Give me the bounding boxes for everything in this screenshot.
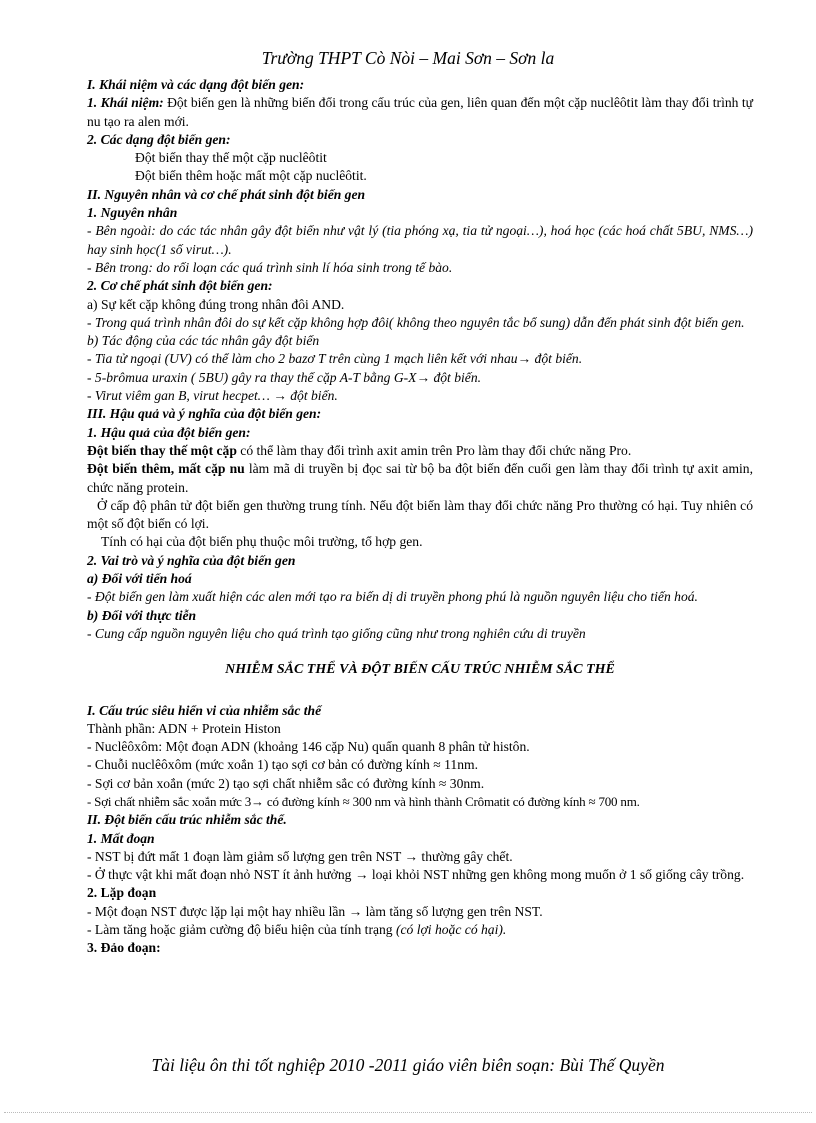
- mechanism-title: 2. Cơ chế phát sinh đột biến gen:: [87, 278, 273, 294]
- duplication-2-note: (có lợi hoặc có hại).: [396, 922, 507, 938]
- cause-title: 1. Nguyên nhân: [87, 205, 178, 221]
- page-footer: Tài liệu ôn thi tốt nghiệp 2010 -2011 giáo viên biên soạn: Bùi Thế Quyền: [151, 1055, 665, 1075]
- uv-effect: - Tia tử ngoại (UV) có thể làm cho 2 bazơ T trên cùng 1 mạch liên kết với nhau→ đột biến.: [87, 351, 583, 367]
- evolution-text: - Đột biến gen làm xuất hiện các alen mới tạo ra biến dị di truyền phong phú là nguồn nguyên liệu cho tiến hoá.: [87, 589, 698, 605]
- type-1: Đột biến thay thế một cặp nuclêôtit: [135, 150, 327, 166]
- concept-text: Đột biến gen là những biến đổi trong cấu trúc của gen, liên quan đến một cặp nuclêôtit làm thay đổi trình tự nu tạo ra alen mới.: [87, 95, 753, 129]
- concept-label: 1. Khái niệm:: [87, 95, 164, 111]
- mechanism-a: a) Sự kết cặp không đúng trong nhân đôi AND.: [87, 296, 345, 312]
- bu-effect: - 5-brômua uraxin ( 5BU) gây ra thay thế cặp A-T bằng G-X→ đột biến.: [87, 369, 482, 385]
- practice-text: - Cung cấp nguồn nguyên liệu cho quá trình tạo giống cũng như trong nghiên cứu di truyền: [87, 625, 586, 641]
- types-title: 2. Các dạng đột biến gen:: [87, 131, 231, 147]
- harm-text: Tính có hại của đột biến phụ thuộc môi trường, tổ hợp gen.: [101, 534, 423, 550]
- type-2: Đột biến thêm hoặc mất một cặp nuclêôtit.: [135, 168, 367, 184]
- section-2-title: II. Nguyên nhân và cơ chế phát sinh đột biến gen: [87, 186, 366, 202]
- chapter-2-title: NHIỄM SẮC THỂ VÀ ĐỘT BIẾN CẤU TRÚC NHIỄM SẮC THỂ: [225, 662, 615, 678]
- substitution-label: Đột biến thay thế một cặp: [87, 442, 237, 458]
- addition-paragraph: [87, 460, 753, 497]
- document-body: [87, 76, 753, 958]
- nucleosome: - Nuclêôxôm: Một đoạn ADN (khoảng 146 cặp Nu) quấn quanh 8 phân tử histôn.: [87, 739, 530, 755]
- deletion-1: - NST bị đứt mất 1 đoạn làm giảm số lượng gen trên NST → thường gây chết.: [87, 848, 513, 864]
- addition-label: Đột biến thêm, mất cặp nu: [87, 461, 245, 477]
- structural-mutation-title: II. Đột biến cấu trúc nhiễm sắc thể.: [87, 812, 287, 828]
- mechanism-a-text: - Trong quá trình nhân đôi do sự kết cặp không hợp đôi( không theo nguyên tắc bổ sung) dẫn đến phát sinh đột biến gen.: [87, 314, 745, 330]
- addition-text: làm mã di truyền bị đọc sai từ bộ ba đột biến đến cuối gen làm thay đổi trình tự axit amin, chức năng protein.: [87, 461, 753, 495]
- nucleosome-chain: - Chuỗi nuclêôxôm (mức xoắn 1) tạo sợi cơ bản có đường kính ≈ 11nm.: [87, 757, 478, 773]
- consequence-title: 1. Hậu quả của đột biến gen:: [87, 424, 251, 440]
- chromatin-fiber: - Sợi chất nhiễm sắc xoắn mức 3→ có đường kính ≈ 300 nm và hình thành Crômatit có đường kính ≈ 700 nm.: [87, 793, 640, 809]
- section-1-title: I. Khái niệm và các dạng đột biến gen:: [87, 77, 305, 92]
- virus-effect: - Virut viêm gan B, virut hecpet… → đột biến.: [87, 388, 338, 404]
- internal-cause: - Bên trong: do rối loạn các quá trình sinh lí hóa sinh trong tế bào.: [87, 259, 453, 275]
- mechanism-b: b) Tác động của các tác nhân gây đột biến: [87, 333, 320, 349]
- deletion-2: - Ở thực vật khi mất đoạn nhỏ NST ít ảnh hưởng → loại khỏi NST những gen không mong muốn ở 1 số giống cây trồng.: [87, 867, 745, 883]
- page-header: Trường THPT Cò Nòi – Mai Sơn – Sơn la: [261, 48, 555, 68]
- substitution-text: có thể làm thay đổi trình axit amin trên Pro làm thay đổi chức năng Pro.: [236, 442, 632, 458]
- inversion-title: 3. Đảo đoạn:: [87, 940, 161, 956]
- duplication-2: [87, 921, 753, 939]
- duplication-2-text: - Làm tăng hoặc giảm cường độ biểu hiện của tính trạng: [87, 922, 396, 938]
- substitution-paragraph: [87, 442, 753, 460]
- concept-paragraph: [87, 94, 753, 131]
- evolution-title: a) Đối với tiến hoá: [87, 571, 192, 587]
- duplication-1: - Một đoạn NST được lặp lại một hay nhiều lần → làm tăng số lượng gen trên NST.: [87, 903, 543, 919]
- basic-fiber: - Sợi cơ bản xoắn (mức 2) tạo sợi chất nhiễm sắc có đường kính ≈ 30nm.: [87, 775, 485, 791]
- composition: Thành phần: ADN + Protein Histon: [87, 720, 281, 736]
- duplication-title: 2. Lặp đoạn: [87, 885, 157, 901]
- role-title: 2. Vai trò và ý nghĩa của đột biến gen: [87, 552, 296, 568]
- ultrastructure-title: I. Cấu trúc siêu hiển vi của nhiễm sắc thể: [87, 702, 322, 718]
- molecular-level: Ở cấp độ phân tử đột biến gen thường trung tính. Nếu đột biến làm thay đổi chức năng Pro thường có hại. Tuy nhiên có một số đột biến có lợi.: [87, 497, 753, 532]
- deletion-title: 1. Mất đoạn: [87, 830, 155, 846]
- section-3-title: III. Hậu quả và ý nghĩa của đột biến gen:: [87, 406, 322, 422]
- external-cause: - Bên ngoài: do các tác nhân gây đột biến như vật lý (tia phóng xạ, tia tử ngoại…), hoá học (các hoá chất 5BU, NMS…) hay sinh học(1 số virut…).: [87, 223, 753, 257]
- practice-title: b) Đối với thực tiễn: [87, 607, 197, 623]
- page-bottom-divider: [4, 1112, 812, 1113]
